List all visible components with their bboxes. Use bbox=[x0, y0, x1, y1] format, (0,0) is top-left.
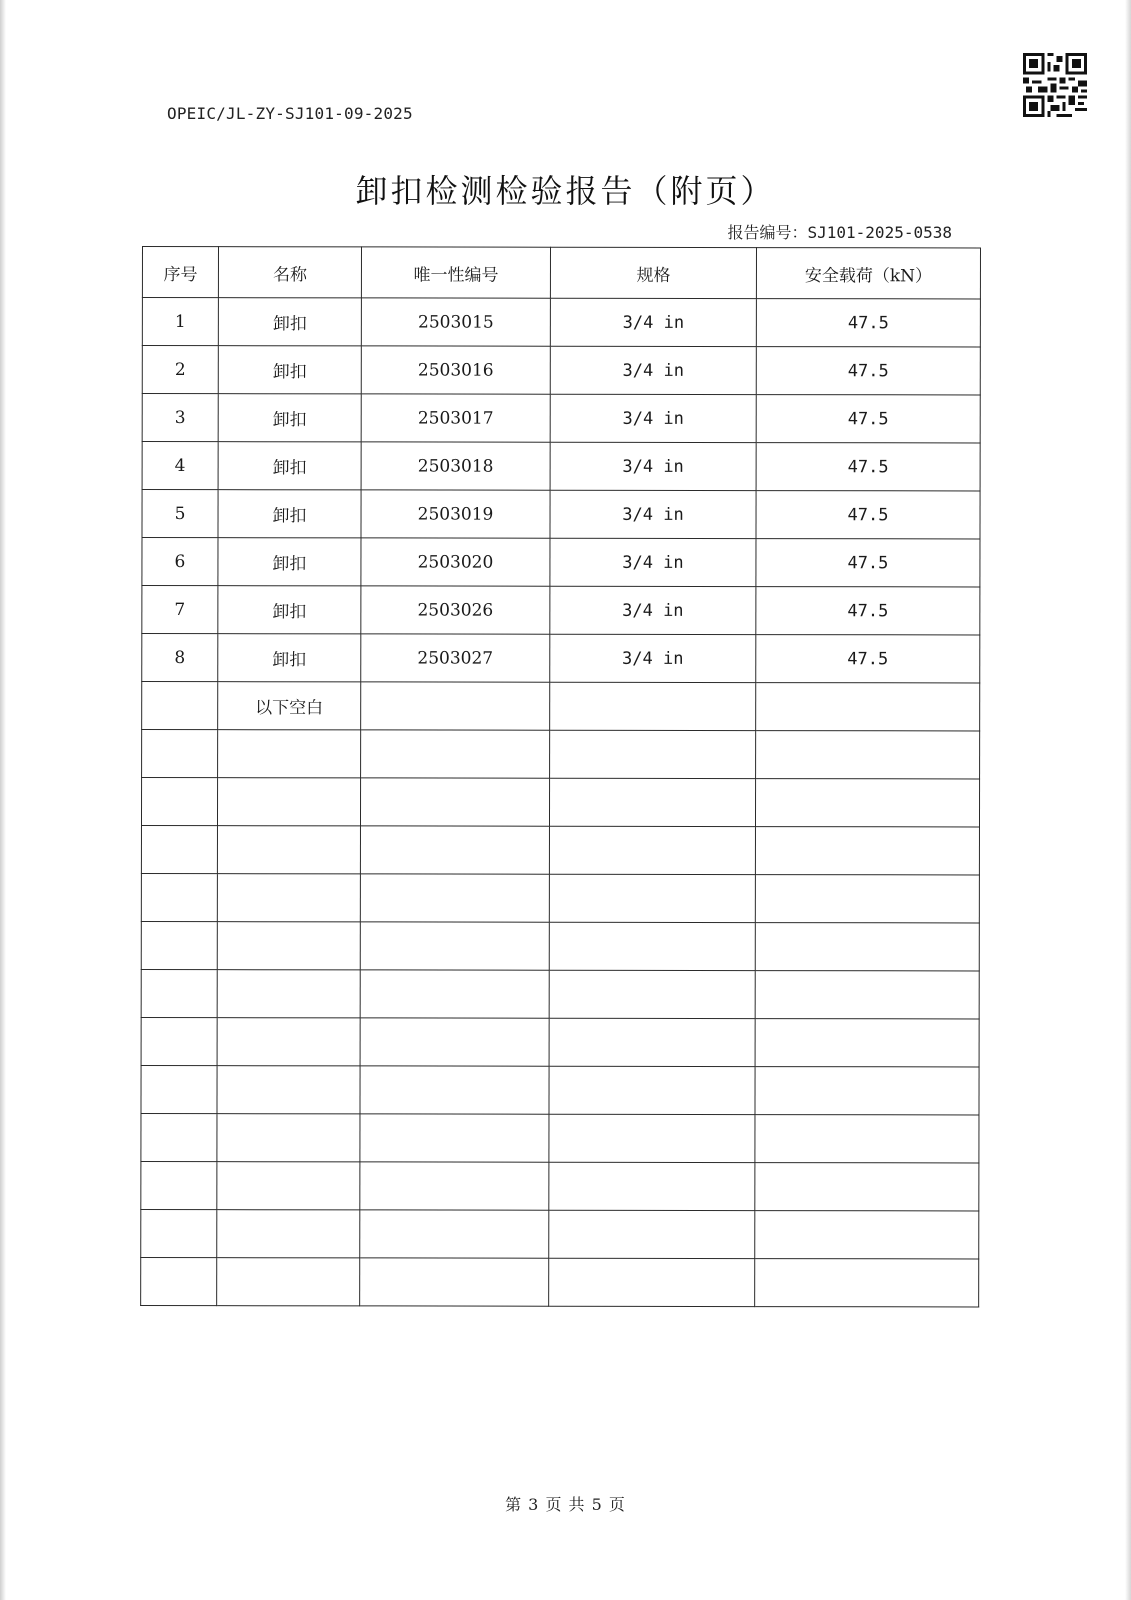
cell-safe-load: 47.5 bbox=[756, 347, 980, 395]
cell-seq: 1 bbox=[142, 298, 218, 346]
cell-empty bbox=[755, 971, 979, 1019]
cell-empty bbox=[755, 1067, 979, 1115]
table-row bbox=[142, 346, 980, 395]
cell-empty bbox=[755, 1019, 979, 1067]
cell-unique-id: 2503026 bbox=[361, 586, 550, 634]
table-row bbox=[142, 442, 980, 491]
table-row-empty bbox=[141, 1209, 979, 1258]
table-row-empty bbox=[141, 1113, 979, 1162]
table-row bbox=[142, 538, 980, 587]
cell-empty bbox=[360, 1258, 549, 1306]
cell-empty bbox=[756, 731, 980, 779]
cell-empty bbox=[217, 1114, 360, 1162]
cell-empty bbox=[549, 1210, 755, 1258]
col-header-name: 名称 bbox=[218, 247, 361, 298]
cell-empty bbox=[217, 922, 360, 970]
cell-empty bbox=[142, 730, 218, 778]
cell-safe-load: 47.5 bbox=[756, 443, 980, 491]
table-row-empty bbox=[141, 1065, 979, 1114]
cell-empty bbox=[755, 1115, 979, 1163]
cell-empty bbox=[217, 1018, 360, 1066]
cell-empty bbox=[550, 730, 756, 778]
cell-empty bbox=[141, 826, 217, 874]
col-header-seq: 序号 bbox=[142, 247, 218, 298]
cell-empty bbox=[360, 1210, 549, 1258]
cell-empty bbox=[361, 682, 550, 730]
cell-empty bbox=[756, 683, 980, 731]
cell-empty bbox=[141, 1257, 217, 1305]
cell-empty bbox=[217, 1210, 360, 1258]
cell-empty bbox=[549, 1066, 755, 1114]
qr-code-icon bbox=[1023, 53, 1087, 117]
cell-empty bbox=[549, 1018, 755, 1066]
cell-spec: 3/4 in bbox=[550, 298, 756, 346]
cell-empty bbox=[755, 1211, 979, 1259]
col-header-spec: 规格 bbox=[550, 247, 756, 298]
table-row bbox=[142, 586, 980, 635]
cell-empty bbox=[141, 1209, 217, 1257]
cell-empty bbox=[755, 779, 979, 827]
cell-empty bbox=[141, 873, 217, 921]
cell-empty bbox=[361, 730, 550, 778]
table-row-blank-note bbox=[142, 682, 980, 731]
cell-name: 卸扣 bbox=[218, 346, 361, 394]
table-row bbox=[142, 298, 980, 347]
table-row-empty bbox=[141, 778, 979, 827]
cell-spec: 3/4 in bbox=[550, 586, 756, 634]
table-row-empty bbox=[141, 1257, 979, 1306]
cell-seq: 5 bbox=[142, 490, 218, 538]
cell-spec: 3/4 in bbox=[550, 394, 756, 442]
cell-seq: 3 bbox=[142, 394, 218, 442]
cell-name: 卸扣 bbox=[218, 298, 361, 346]
cell-empty bbox=[549, 1162, 755, 1210]
cell-unique-id: 2503019 bbox=[361, 490, 550, 538]
table-row-empty bbox=[141, 873, 979, 922]
cell-empty bbox=[360, 826, 549, 874]
cell-empty bbox=[217, 778, 360, 826]
cell-name: 卸扣 bbox=[218, 442, 361, 490]
cell-name: 卸扣 bbox=[218, 490, 361, 538]
cell-spec: 3/4 in bbox=[550, 538, 756, 586]
report-number-value: SJ101-2025-0538 bbox=[807, 223, 952, 242]
cell-empty bbox=[141, 969, 217, 1017]
table-row-empty bbox=[141, 1017, 979, 1066]
cell-empty bbox=[360, 970, 549, 1018]
cell-empty bbox=[141, 1161, 217, 1209]
cell-empty bbox=[755, 1259, 979, 1307]
cell-empty bbox=[755, 875, 979, 923]
cell-empty bbox=[141, 1065, 217, 1113]
cell-safe-load: 47.5 bbox=[756, 395, 980, 443]
cell-name: 卸扣 bbox=[218, 394, 361, 442]
cell-empty bbox=[549, 922, 755, 970]
cell-safe-load: 47.5 bbox=[756, 539, 980, 587]
cell-empty bbox=[217, 826, 360, 874]
cell-empty bbox=[549, 778, 755, 826]
document-code: OPEIC/JL-ZY-SJ101-09-2025 bbox=[167, 104, 413, 123]
table-header-row bbox=[142, 247, 980, 299]
cell-empty bbox=[755, 1163, 979, 1211]
cell-empty bbox=[360, 1066, 549, 1114]
cell-empty bbox=[218, 730, 361, 778]
cell-spec: 3/4 in bbox=[550, 490, 756, 538]
cell-empty bbox=[141, 778, 217, 826]
cell-empty bbox=[360, 922, 549, 970]
report-number-label: 报告编号： bbox=[727, 223, 808, 242]
cell-empty bbox=[142, 682, 218, 730]
cell-empty bbox=[360, 1162, 549, 1210]
cell-seq: 8 bbox=[142, 634, 218, 682]
blank-below-note: 以下空白 bbox=[218, 682, 361, 730]
table-row-empty bbox=[142, 730, 980, 779]
cell-spec: 3/4 in bbox=[550, 634, 756, 682]
col-header-safe-load: 安全载荷（kN） bbox=[756, 248, 980, 299]
cell-safe-load: 47.5 bbox=[756, 635, 980, 683]
col-header-unique-id: 唯一性编号 bbox=[361, 247, 550, 298]
cell-empty bbox=[141, 1017, 217, 1065]
table-row bbox=[142, 394, 980, 443]
cell-unique-id: 2503016 bbox=[361, 346, 550, 394]
table-row-empty bbox=[141, 921, 979, 970]
cell-unique-id: 2503020 bbox=[361, 538, 550, 586]
cell-unique-id: 2503015 bbox=[361, 298, 550, 346]
cell-empty bbox=[755, 923, 979, 971]
cell-safe-load: 47.5 bbox=[756, 491, 980, 539]
table-row-empty bbox=[141, 969, 979, 1018]
cell-empty bbox=[217, 874, 360, 922]
cell-empty bbox=[360, 874, 549, 922]
cell-safe-load: 47.5 bbox=[756, 299, 980, 347]
cell-empty bbox=[360, 1018, 549, 1066]
report-title: 卸扣检测检验报告（附页） bbox=[355, 172, 776, 210]
cell-empty bbox=[549, 1258, 755, 1306]
cell-empty bbox=[217, 1258, 360, 1306]
cell-empty bbox=[755, 827, 979, 875]
cell-unique-id: 2503027 bbox=[361, 634, 550, 682]
report-number bbox=[727, 220, 952, 243]
cell-empty bbox=[217, 1066, 360, 1114]
cell-seq: 2 bbox=[142, 346, 218, 394]
cell-name: 卸扣 bbox=[218, 538, 361, 586]
table-row bbox=[142, 490, 980, 539]
scan-edge-right bbox=[1125, 0, 1131, 1600]
table-row bbox=[142, 634, 980, 683]
page-footer: 第 3 页 共 5 页 bbox=[505, 1495, 626, 1514]
cell-empty bbox=[217, 970, 360, 1018]
cell-empty bbox=[141, 1113, 217, 1161]
scan-edge-left bbox=[0, 0, 6, 1600]
cell-empty bbox=[360, 1114, 549, 1162]
cell-seq: 6 bbox=[142, 538, 218, 586]
cell-unique-id: 2503017 bbox=[361, 394, 550, 442]
cell-empty bbox=[549, 970, 755, 1018]
cell-name: 卸扣 bbox=[218, 634, 361, 682]
cell-spec: 3/4 in bbox=[550, 442, 756, 490]
cell-empty bbox=[549, 874, 755, 922]
cell-name: 卸扣 bbox=[218, 586, 361, 634]
cell-empty bbox=[360, 778, 549, 826]
cell-seq: 4 bbox=[142, 442, 218, 490]
cell-empty bbox=[549, 826, 755, 874]
cell-empty bbox=[549, 1114, 755, 1162]
inspection-table bbox=[140, 246, 981, 1307]
cell-empty bbox=[217, 1162, 360, 1210]
table-row-empty bbox=[141, 1161, 979, 1210]
cell-unique-id: 2503018 bbox=[361, 442, 550, 490]
cell-safe-load: 47.5 bbox=[756, 587, 980, 635]
table-row-empty bbox=[141, 826, 979, 875]
cell-spec: 3/4 in bbox=[550, 346, 756, 394]
cell-empty bbox=[550, 682, 756, 730]
cell-empty bbox=[141, 921, 217, 969]
cell-seq: 7 bbox=[142, 586, 218, 634]
